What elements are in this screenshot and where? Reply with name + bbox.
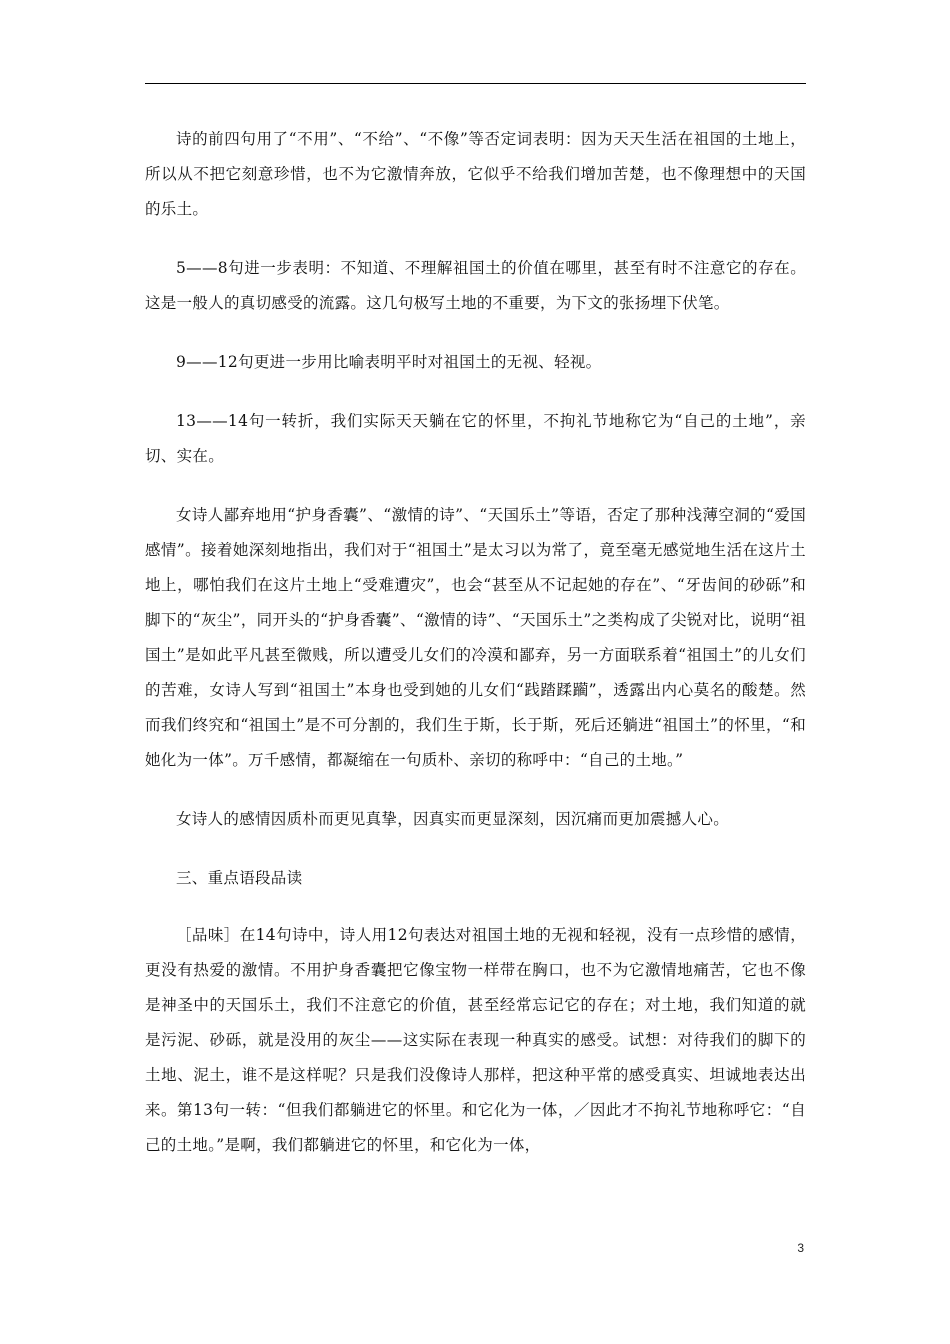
page-body xyxy=(145,122,806,1187)
paragraph-lines-9-12: 9——12句更进一步用比喻表明平时对祖国土的无视、轻视。 xyxy=(176,353,602,371)
paragraph-analysis: 女诗人鄙弃地用“护身香囊”、“激情的诗”、“天国乐土”等语，否定了那种浅薄空洞的“爱国感情”。接着她深刻地指出，我们对于“祖国土”是太习以为常了，竟至毫无感觉地生活在这片土地上，哪怕我们在这片土地上“受难遭灾”，也会“甚至从不记起她的存在”、“牙齿间的砂砾”和脚下的“灰尘”，同开头的“护身香囊”、“激情的诗”、“天国乐土”之类构成了尖锐对比，说明“祖国土”是如此平凡甚至微贱，所以遭受儿女们的冷漠和鄙弃，另一方面联系着“祖国土”的儿女们的苦难，女诗人写到“祖国土”本身也受到她的儿女们“践踏蹂躏”，透露出内心莫名的酸楚。然而我们终究和“祖国土”是不可分割的，我们生于斯，长于斯，死后还躺进“祖国土”的怀里，“和她化为一体”。万千感情，都凝缩在一句质朴、亲切的称呼中：“自己的土地。” xyxy=(145,506,806,769)
paragraph-lines-5-8: 5——8句进一步表明：不知道、不理解祖国土的价值在哪里，甚至有时不注意它的存在。这是一般人的真切感受的流露。这几句极写土地的不重要，为下文的张扬埋下伏笔。 xyxy=(145,259,806,312)
paragraph-opening-lines: 诗的前四句用了“不用”、“不给”、“不像”等否定词表明：因为天天生活在祖国的土地上，所以从不把它刻意珍惜，也不为它激情奔放，它似乎不给我们增加苦楚，也不像理想中的天国的乐土。 xyxy=(145,130,806,218)
paragraph-appreciation: ［品味］在14句诗中，诗人用12句表达对祖国土地的无视和轻视，没有一点珍惜的感情，更没有热爱的激情。不用护身香囊把它像宝物一样带在胸口，也不为它激情地痛苦，它也不像是神圣中的天国乐土，我们不注意它的价值，甚至经常忘记它的存在；对土地，我们知道的就是污泥、砂砾，就是没用的灰尘——这实际在表现一种真实的感受。试想：对待我们的脚下的土地、泥土，谁不是这样呢？只是我们没像诗人那样，把这种平常的感受真实、坦诚地表达出来。第13句一转：“但我们都躺进它的怀里。和它化为一体，／因此才不拘礼节地称呼它：“自己的土地。”是啊，我们都躺进它的怀里，和它化为一体， xyxy=(145,926,806,1154)
paragraph-summary: 女诗人的感情因质朴而更见真挚，因真实而更显深刻，因沉痛而更加震撼人心。 xyxy=(176,810,730,828)
paragraph-lines-13-14: 13——14句一转折，我们实际天天躺在它的怀里，不拘礼节地称它为“自己的土地”，亲切、实在。 xyxy=(145,412,806,465)
header-rule xyxy=(145,83,806,84)
section-heading: 三、重点语段品读 xyxy=(176,869,303,887)
page-number: 3 xyxy=(797,1241,804,1255)
